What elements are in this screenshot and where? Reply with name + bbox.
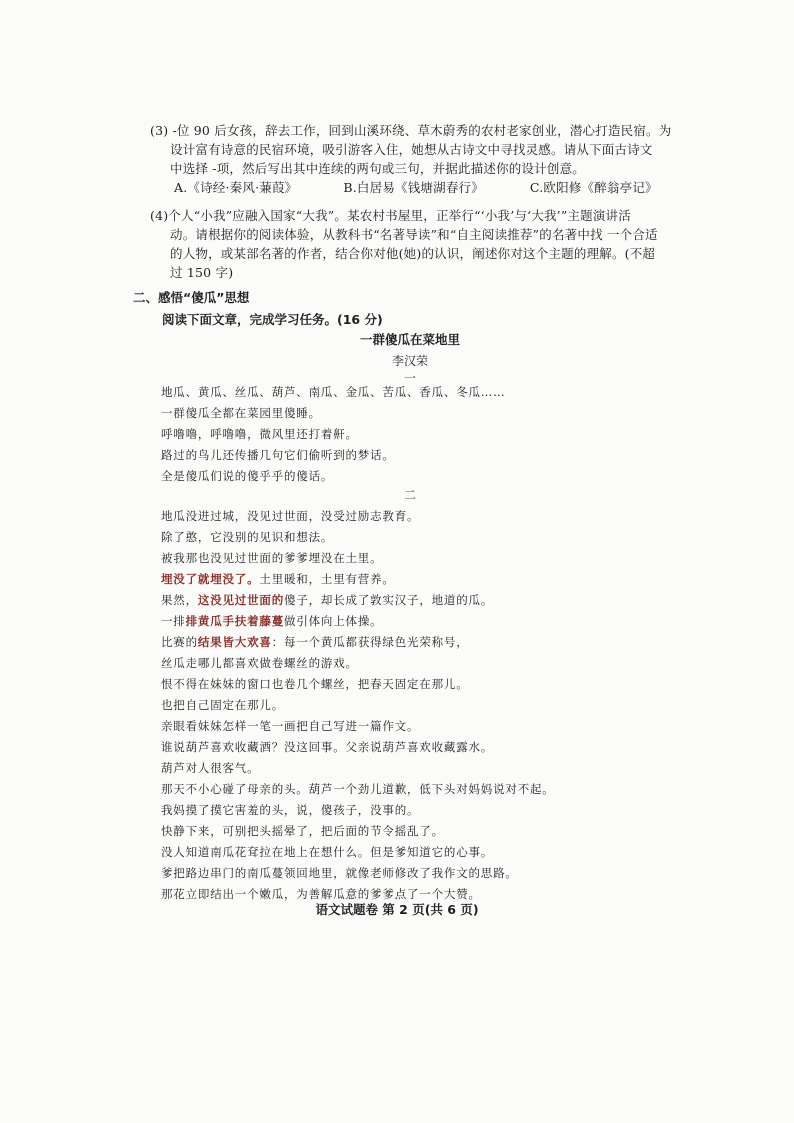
line-text: 没人知道南瓜花耷拉在地上在想什么。但是爹知道它的心事。 [161, 845, 494, 859]
line-text: 那天不小心碰了母亲的头。葫芦一个劲儿道歉，低下头对妈妈说对不起。 [161, 782, 555, 796]
q3-option-a: A.《诗经·秦风·蒹葭》 [174, 180, 298, 195]
q3-option-c: C.欧阳修《醉翁亭记》 [529, 180, 658, 195]
poem-line [161, 739, 555, 760]
poem-line [161, 697, 555, 718]
poem-line: 一群傻瓜全都在菜园里傻睡。 [161, 406, 321, 420]
q4-line-2: 动。请根据你的阅读体验，从教科书“名著导读”和“自主阅读推荐”的名著中找 一个合适 [170, 227, 658, 242]
poem-line [161, 571, 555, 592]
reading-task: 阅读下面文章，完成学习任务。(16 分) [162, 312, 383, 327]
page-footer: 语文试题卷 第 2 页(共 6 页) [315, 902, 479, 917]
line-text: 土里暖和，土里有营养。 [259, 572, 395, 586]
q3-line-3: 中选择 -项，然后写出其中连续的两句或三句，并据此描述你的设计创意。 [170, 161, 585, 176]
q3-line-1: (3) -位 90 后女孩，辞去工作，回到山溪环绕、草木蔚秀的农村老家创业，潜心打造民宿。为 [150, 123, 672, 138]
poem-line: 全是傻瓜们说的傻乎乎的傻话。 [161, 469, 334, 483]
poem-line [161, 655, 555, 676]
part-number-1: 一 [403, 371, 416, 385]
poem-line [161, 844, 555, 865]
line-text: 地瓜没进过城，没见过世面，没受过励志教育。 [161, 509, 420, 523]
line-text: 丝瓜走哪儿都喜欢做卷螺丝的游戏。 [161, 656, 358, 670]
q3-line-2: 设计富有诗意的民宿环境，吸引游客入住，她想从古诗文中寻找灵感。请从下面古诗文 [170, 142, 653, 157]
line-text: 恨不得在妹妹的窗口也卷几个螺丝，把春天固定在那儿。 [161, 677, 469, 691]
line-text: 葫芦对人很客气。 [161, 761, 260, 775]
marked-text: 排黄瓜手扶着藤蔓 [185, 614, 285, 628]
poem-line [161, 529, 555, 550]
q4-line-4: 过 150 字) [170, 265, 234, 280]
line-text: 那花立即结出一个嫩瓜，为善解瓜意的爹爹点了一个大赞。 [161, 887, 481, 901]
poem-line [161, 781, 555, 802]
poem-line [161, 550, 555, 571]
line-text: ：每一个黄瓜都获得绿色光荣称号， [271, 635, 469, 649]
poem-line [161, 676, 555, 697]
poem-line: 地瓜、黄瓜、丝瓜、葫芦、南瓜、金瓜、苦瓜、香瓜、冬瓜…… [161, 385, 506, 399]
line-text: 也把自己固定在那儿。 [161, 698, 284, 712]
article-author: 李汉荣 [391, 354, 428, 368]
poem-line [161, 613, 555, 634]
poem-line: 呼噜噜，呼噜噜，微风里还打着鼾。 [161, 427, 358, 441]
line-text: 快静下来，可别把头摇晕了，把后面的节令摇乱了。 [161, 824, 444, 838]
section-title: 二、感悟“傻瓜”思想 [133, 290, 250, 305]
poem-line [161, 823, 555, 844]
poem-line [161, 634, 555, 655]
line-text: 亲眼看妹妹怎样一笔一画把自己写进一篇作文。 [161, 719, 420, 733]
poem-part-1 [161, 384, 505, 489]
q3-options [150, 178, 671, 197]
poem-line [161, 508, 555, 529]
line-text: 比赛的 [161, 635, 198, 649]
poem-line: 路过的鸟儿还传播几句它们偷听到的梦话。 [161, 448, 395, 462]
line-text: 被我那也没见过世面的爹爹埋没在土里。 [161, 551, 383, 565]
poem-line [161, 718, 555, 739]
q3-option-b: B.白居易《钱塘湖春行》 [343, 180, 484, 195]
q4-line-3: 的人物，或某部名著的作者，结合你对他(她)的认识，阐述你对这个主题的理解。(不超 [170, 246, 656, 261]
marked-text: 埋没了就埋没了。 [161, 572, 260, 586]
line-text: 除了憨，它没别的见识和想法。 [161, 530, 334, 544]
part-number-2: 二 [403, 488, 416, 502]
question-3 [150, 121, 671, 197]
line-text: 果然， [161, 593, 198, 607]
article-title: 一群傻瓜在菜地里 [359, 332, 460, 347]
poem-line [161, 760, 555, 781]
line-text: 一排 [161, 614, 186, 628]
question-4 [150, 206, 658, 282]
line-text: 傻子，却长成了敦实汉子，地道的瓜。 [284, 593, 494, 607]
poem-line [161, 592, 555, 613]
marked-text: 结果皆大欢喜 [197, 635, 272, 649]
marked-text: 这没见过世面的 [197, 593, 285, 607]
q4-line-1: (4)个人“小我”应融入国家“大我”。某农村书屋里，正举行“‘小我’与‘大我’”主题演讲活 [150, 208, 631, 223]
line-text: 爹把路边串门的南瓜蔓领回地里，就像老师修改了我作文的思路。 [161, 866, 518, 880]
poem-part-2 [161, 508, 555, 907]
poem-line [161, 865, 555, 886]
poem-line [161, 802, 555, 823]
line-text: 我妈摸了摸它害羞的头，说，傻孩子，没事的。 [161, 803, 420, 817]
line-text: 谁说葫芦喜欢收藏酒？没这回事。父亲说葫芦喜欢收藏露水。 [161, 740, 494, 754]
line-text: 做引体向上体操。 [284, 614, 383, 628]
